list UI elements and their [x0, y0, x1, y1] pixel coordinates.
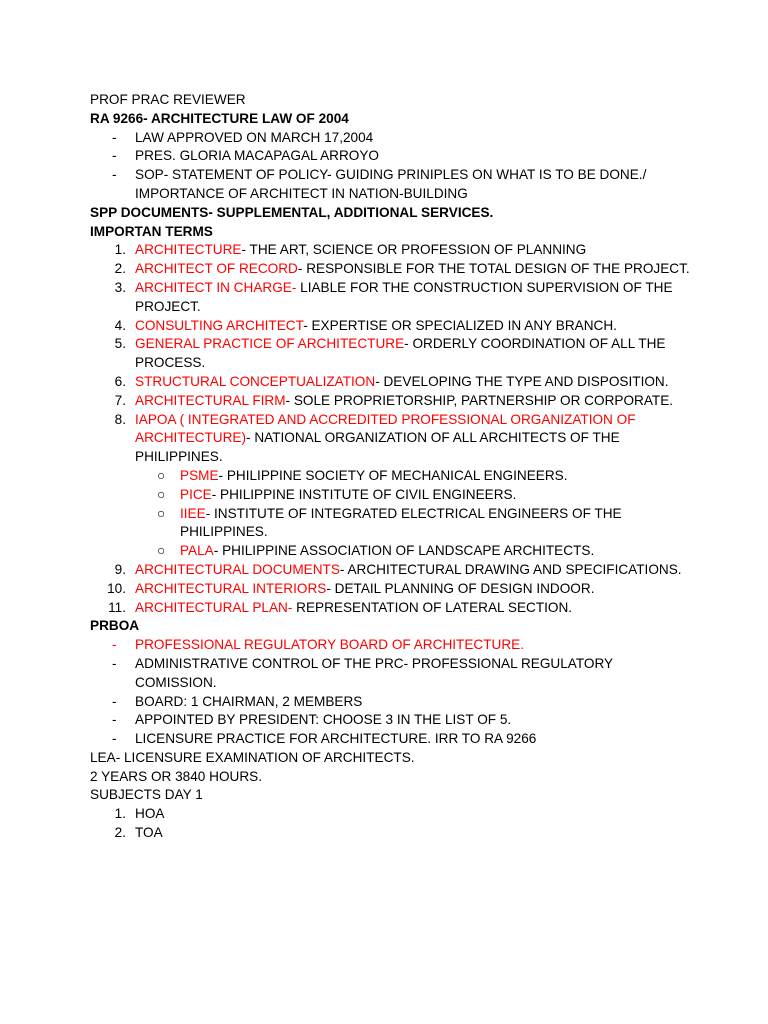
item-number: 4.: [114, 317, 126, 333]
term-item: [90, 279, 690, 317]
term-name: ARCHITECT IN CHARGE-: [135, 279, 297, 295]
dash-marker: -: [112, 655, 117, 671]
item-number: 3.: [114, 279, 126, 295]
list-item: - PRES. GLORIA MACAPAGAL ARROYO: [90, 147, 690, 166]
term-definition: - ORDERLY COORDINATION OF ALL THE PROCESS.: [135, 336, 666, 371]
term-name: ARCHITECTURAL PLAN-: [135, 599, 293, 615]
term-name: CONSULTING ARCHITECT: [135, 317, 304, 333]
term-item: [90, 392, 690, 411]
item-number: 1.: [114, 242, 126, 258]
term-definition: - ARCHITECTURAL DRAWING AND SPECIFICATIONS.: [339, 561, 682, 577]
list-item: - SOP- STATEMENT OF POLICY- GUIDING PRINIPLES ON WHAT IS TO BE DONE./ IMPORTANCE OF ARCHITECT IN NATION-BUILDING: [90, 166, 690, 204]
org-item: [90, 486, 690, 505]
dash-marker: -: [112, 129, 117, 145]
term-item: [90, 335, 690, 373]
term-item: [90, 260, 690, 279]
list-item: - LAW APPROVED ON MARCH 17,2004: [90, 129, 690, 148]
term-item: [90, 317, 690, 336]
org-acronym: IIEE: [180, 505, 206, 521]
term-name: ARCHITECTURE: [135, 242, 242, 258]
term-name: ARCHITECTURAL INTERIORS: [135, 580, 327, 596]
term-name: ARCHITECTURAL DOCUMENTS: [135, 561, 340, 577]
dash-marker: -: [112, 167, 117, 183]
org-item: [90, 542, 690, 561]
circle-bullet-icon: ○: [157, 505, 166, 521]
dash-marker: -: [112, 731, 117, 747]
dash-marker: -: [112, 637, 117, 653]
ra-heading: RA 9266- ARCHITECTURE LAW OF 2004: [90, 110, 349, 126]
term-definition: LIABLE FOR THE CONSTRUCTION SUPERVISION OF THE PROJECT.: [135, 279, 673, 314]
term-definition: - THE ART, SCIENCE OR PROFESSION OF PLANNING: [241, 242, 587, 258]
list-item: - LICENSURE PRACTICE FOR ARCHITECTURE. IRR TO RA 9266: [90, 730, 690, 749]
term-name: ARCHITECT OF RECORD: [135, 261, 298, 277]
term-name: STRUCTURAL CONCEPTUALIZATION: [135, 373, 376, 389]
term-name: ARCHITECTURAL FIRM: [135, 392, 286, 408]
item-number: 7.: [114, 392, 126, 408]
item-number: 1.: [114, 806, 126, 822]
dash-marker: -: [112, 693, 117, 709]
list-item: - PROFESSIONAL REGULATORY BOARD OF ARCHITECTURE.: [90, 636, 690, 655]
document-page: [90, 91, 690, 843]
term-definition: REPRESENTATION OF LATERAL SECTION.: [292, 599, 573, 615]
term-item: [90, 561, 690, 580]
spp-heading: SPP DOCUMENTS- SUPPLEMENTAL, ADDITIONAL SERVICES.: [90, 204, 494, 220]
term-definition: - NATIONAL ORGANIZATION OF ALL ARCHITECTS OF THE PHILIPPINES.: [135, 430, 620, 465]
term-item: [90, 411, 690, 467]
term-definition: - RESPONSIBLE FOR THE TOTAL DESIGN OF THE PROJECT.: [297, 261, 690, 277]
term-name: IAPOA ( INTEGRATED AND ACCREDITED PROFESSIONAL ORGANIZATION OF ARCHITECTURE): [135, 411, 636, 446]
item-number: 6.: [114, 373, 126, 389]
subjects-list: [90, 805, 690, 843]
item-number: 8.: [114, 411, 126, 427]
dash-marker: -: [112, 712, 117, 728]
circle-bullet-icon: ○: [157, 543, 166, 559]
item-number: 2.: [114, 261, 126, 277]
subject-item: [90, 824, 690, 843]
subject-item: [90, 805, 690, 824]
org-acronym: PICE: [180, 486, 212, 502]
terms-heading: IMPORTAN TERMS: [90, 223, 213, 239]
term-name: GENERAL PRACTICE OF ARCHITECTURE: [135, 336, 405, 352]
prboa-bullet-list: [90, 636, 690, 749]
org-definition: - PHILIPPINE INSTITUTE OF CIVIL ENGINEERS.: [211, 486, 517, 502]
term-item: [90, 373, 690, 392]
subject-name: HOA: [135, 806, 165, 822]
term-item: [90, 580, 690, 599]
prboa-heading: PRBOA: [90, 618, 140, 634]
subject-name: TOA: [135, 825, 163, 841]
org-definition: - PHILIPPINE ASSOCIATION OF LANDSCAPE ARCHITECTS.: [213, 543, 595, 559]
org-definition: - INSTITUTE OF INTEGRATED ELECTRICAL ENGINEERS OF THE PHILIPPINES.: [180, 505, 622, 540]
ra-bullet-list: [90, 129, 690, 204]
term-item: [90, 599, 690, 618]
list-item: - APPOINTED BY PRESIDENT: CHOOSE 3 IN THE LIST OF 5.: [90, 711, 690, 730]
org-item: [90, 467, 690, 486]
item-number: 2.: [114, 825, 126, 841]
term-definition: - DEVELOPING THE TYPE AND DISPOSITION.: [375, 373, 669, 389]
term-definition: - DETAIL PLANNING OF DESIGN INDOOR.: [326, 580, 595, 596]
term-definition: - SOLE PROPRIETORSHIP, PARTNERSHIP OR CORPORATE.: [285, 392, 674, 408]
list-item: - ADMINISTRATIVE CONTROL OF THE PRC- PROFESSIONAL REGULATORY COMISSION.: [90, 655, 690, 693]
terms-list: [90, 241, 690, 617]
item-number: 5.: [114, 336, 126, 352]
document-title: PROF PRAC REVIEWER: [90, 92, 246, 107]
org-sublist: [90, 467, 690, 561]
item-number: 9.: [114, 561, 126, 577]
circle-bullet-icon: ○: [157, 486, 166, 502]
term-item: [90, 241, 690, 260]
years-line: 2 YEARS OR 3840 HOURS.: [90, 768, 263, 784]
org-definition: - PHILIPPINE SOCIETY OF MECHANICAL ENGINEERS.: [218, 467, 568, 483]
term-definition: - EXPERTISE OR SPECIALIZED IN ANY BRANCH.: [303, 317, 617, 333]
dash-marker: -: [112, 148, 117, 164]
item-number: 11.: [108, 599, 126, 615]
item-number: 10.: [107, 580, 126, 596]
subjects-heading: SUBJECTS DAY 1: [90, 787, 203, 803]
org-acronym: PALA: [180, 543, 214, 559]
lea-line: LEA- LICENSURE EXAMINATION OF ARCHITECTS.: [90, 749, 415, 765]
org-item: [90, 505, 690, 543]
list-item: - BOARD: 1 CHAIRMAN, 2 MEMBERS: [90, 693, 690, 712]
circle-bullet-icon: ○: [157, 467, 166, 483]
org-acronym: PSME: [180, 467, 219, 483]
